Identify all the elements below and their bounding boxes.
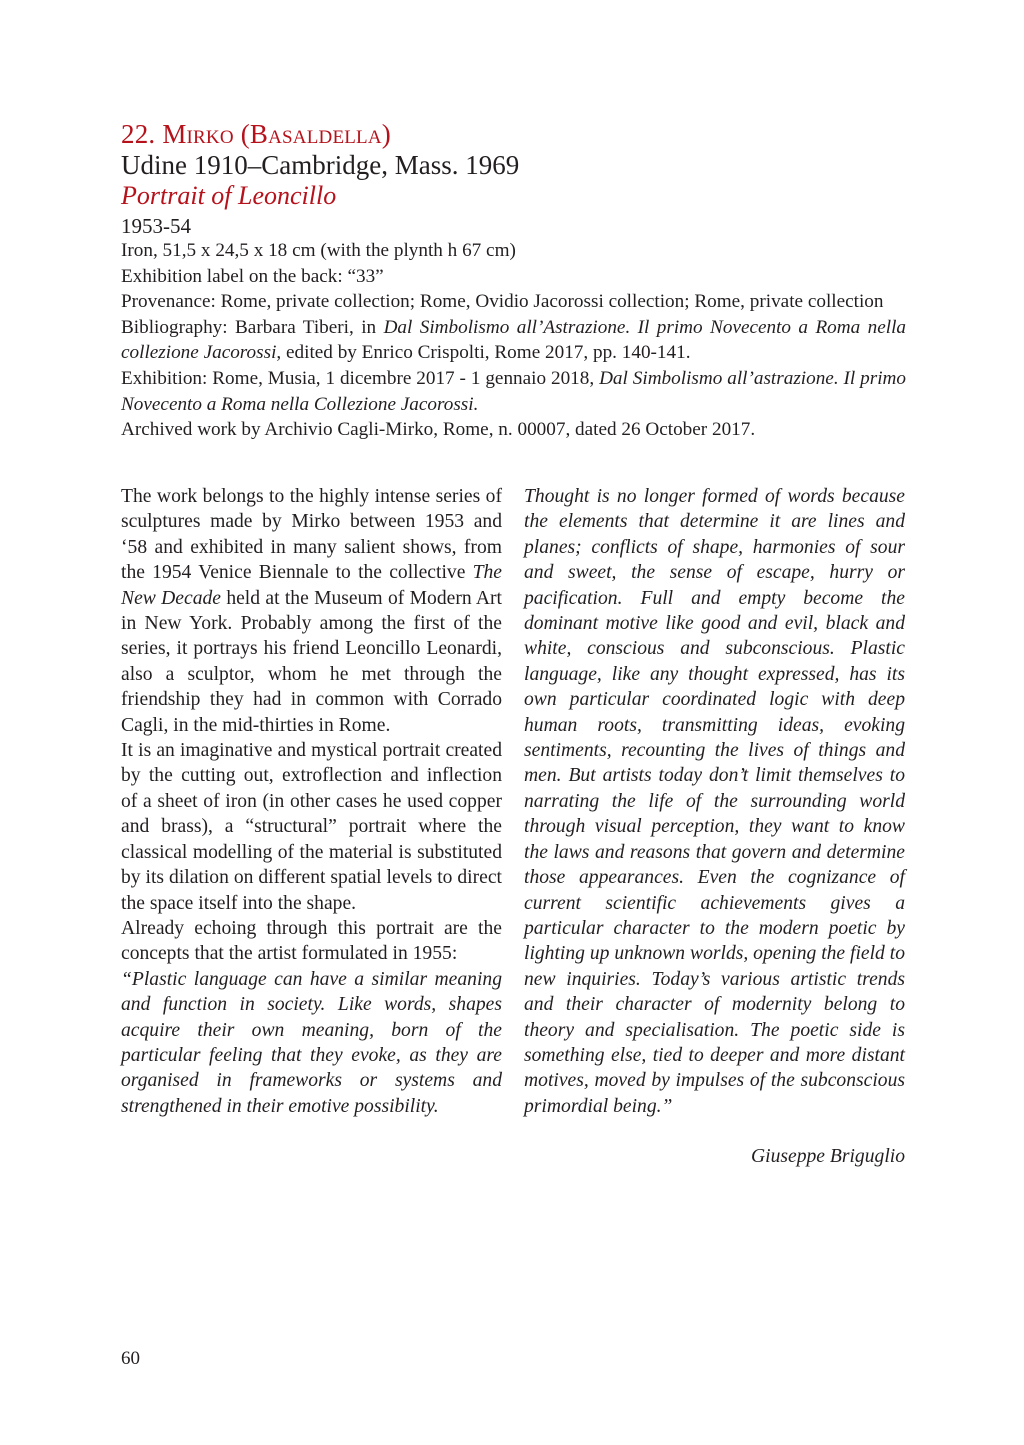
work-metadata <box>121 238 906 443</box>
exhibition-prefix: Exhibition: Rome, Musia, 1 dicembre 2017 - 1 gennaio 2018, <box>121 367 600 389</box>
paragraph-3: Already echoing through this portrait are the concepts that the artist formulated in 1955: <box>121 917 502 965</box>
paragraph-1 <box>121 484 502 738</box>
bibliography-title: Dal Simbolismo all’Astrazione. Il primo Novecento a Roma nella collezione Jacorossi <box>121 316 906 364</box>
medium-dimensions: Iron, 51,5 x 24,5 x 18 cm (with the plynth h 67 cm) <box>121 240 516 261</box>
entry-number: 22. <box>121 119 156 149</box>
bibliography <box>121 315 906 366</box>
exhibition-name: The New Decade <box>121 562 502 609</box>
quote-text: “Plastic language can have a similar meaning and function in society. Like words, shapes acquire their own meaning, born of the particular feeling that they evoke, as they are organised in frameworks or systems and strengthened in their emotive possibility. <box>121 968 502 1117</box>
exhibition-label: Exhibition label on the back: “33” <box>121 265 384 287</box>
page-number: 60 <box>121 1348 140 1369</box>
exhibition <box>121 366 906 417</box>
entry-header <box>121 118 906 443</box>
text-column-left <box>121 484 502 1119</box>
work-year: 1953-54 <box>121 214 191 238</box>
provenance: Provenance: Rome, private collection; Rome, Ovidio Jacorossi collection; Rome, private collection <box>121 291 884 313</box>
work-title: Portrait of Leoncillo <box>121 181 337 210</box>
quote-continued: Thought is no longer formed of words because the elements that determine it are lines and planes; conflicts of shape, harmonies of sour and sweet, the sense of escape, hurry or pacification. Full and empty become the dominant motive like good and evil, black and white, conscious and subconscious. Plastic language, like any thought expressed, has its own particular coordinated logic with deep human roots, transmitting ideas, evoking sentiments, recounting the lives of things and men. But artists today don’t limit themselves to narrating the life of the surrounding world through visual perception, they want to know the laws and reasons that govern and determine those appearances. Even the cognizance of current scientific achievements gives a particular character to the modern poetic by lighting up unknown worlds, opening the field to new inquiries. Today’s various artistic trends and their character of modernity belong to theory and specialisation. The poetic side is something else, tied to deeper and more distant motives, moved by impulses of the subconscious primordial being.” <box>524 486 905 1117</box>
archive-note: Archived work by Archivio Cagli-Mirko, Rome, n. 00007, dated 26 October 2017. <box>121 419 756 441</box>
quote-start <box>121 967 502 1119</box>
paragraph-1-text-b: held at the Museum of Modern Art in New York. Probably among the first of the series, it portrays his friend Leoncillo Leonardi, also a sculptor, whom he met through the friendship they had in common with Corrado Cagli, in the mid-thirties in Rome. <box>121 587 502 736</box>
bibliography-prefix: Bibliography: Barbara Tiberi, in <box>121 316 384 338</box>
author-signature: Giuseppe Briguglio <box>750 1146 905 1168</box>
entry-title <box>121 118 906 150</box>
bibliography-suffix: , edited by Enrico Crispolti, Rome 2017, pp. 140-141. <box>276 342 691 364</box>
exhibition-title: Dal Simbolismo all’astrazione. Il primo Novecento a Roma nella Collezione Jacorossi. <box>121 367 906 415</box>
paragraph-1-text-a: The work belongs to the highly intense series of sculptures made by Mirko between 1953 and ‘58 and exhibited in many salient shows, from the 1954 Venice Biennale to the collective <box>121 486 502 584</box>
text-column-right <box>524 484 905 1170</box>
artist-dates: Udine 1910–Cambridge, Mass. 1969 <box>121 150 520 180</box>
paragraph-2: It is an imaginative and mystical portrait created by the cutting out, extroflection and inflection of a sheet of iron (in other cases he used copper and brass), a “structural” portrait where the classical modelling of the material is substituted by its dilation on different spatial levels to direct the space itself into the shape. <box>121 740 502 914</box>
artist-name: Mirko (Basaldella) <box>162 119 391 149</box>
